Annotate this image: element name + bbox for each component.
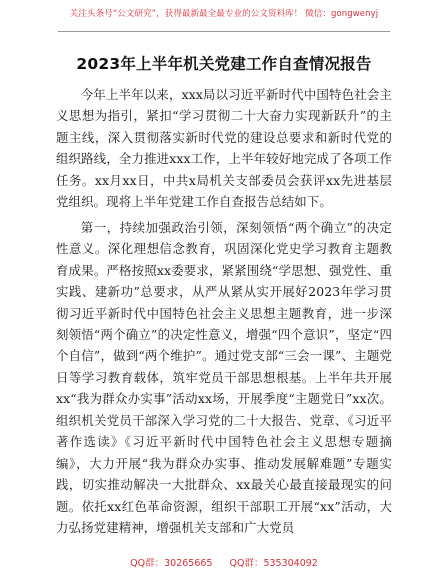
document-title: 2023年上半年机关党建工作自查情况报告 bbox=[76, 55, 372, 73]
footer-qq-groups: QQ群：30265665 QQ群：535304092 bbox=[130, 558, 318, 569]
paragraph-intro: 今年上半年以来，xxx局以习近平新时代中国特色社会主义思想为指引，紧扣“学习贯彻二十大奋力实现新跃升”的主题主线，深入贯彻落实新时代党的建设总要求和新时代党的组织路线，全力推进xxx工作，上半年较好地完成了各项工作任务。xx月xx日，中共x局机关支部委员会获评xx先进基层党组织。现将上半年党建工作自查报告总结如下。 bbox=[56, 87, 392, 210]
header-divider bbox=[58, 31, 390, 32]
document-body bbox=[56, 84, 392, 543]
paragraph-section-one: 第一，持续加强政治引领，深刻领悟“两个确立”的决定性意义。深化理想信念教育，巩固深化党史学习教育主题教育成果。严格按照xx委要求，紧紧围绕“学思想、强党性、重实践、建新功”总要求，从严从紧从实开展好2023年学习贯彻习近平新时代中国特色社会主义思想主题教育，进一步深刻领悟“两个确立”的决定性意义，增强“四个意识”，坚定“四个自信”，做到“两个维护”。通过党支部“三会一课”、主题党日等学习教育载体，筑牢党员干部思想根基。上半年共开展xx“我为群众办实事”活动xx场，开展季度“主题党日”xx次。组织机关党员干部深入学习党的二十大报告、党章、《习近平著作选读》《习近平新时代中国特色社会主义思想专题摘编》，大力开展“我为群众办实事、推动发展解难题”专题实践，切实推动解决一大批群众、xx最关心最直接最现实的问题。依托xx红色革命资源，组织干部职工开展“xx”活动，大力弘扬党建精神，增强机关支部和广大党员 bbox=[56, 219, 392, 536]
header-note: 关注头条号“公文研究”，获得最新最全最专业的公文资料库！ 微信：gongwenyj bbox=[69, 9, 379, 19]
